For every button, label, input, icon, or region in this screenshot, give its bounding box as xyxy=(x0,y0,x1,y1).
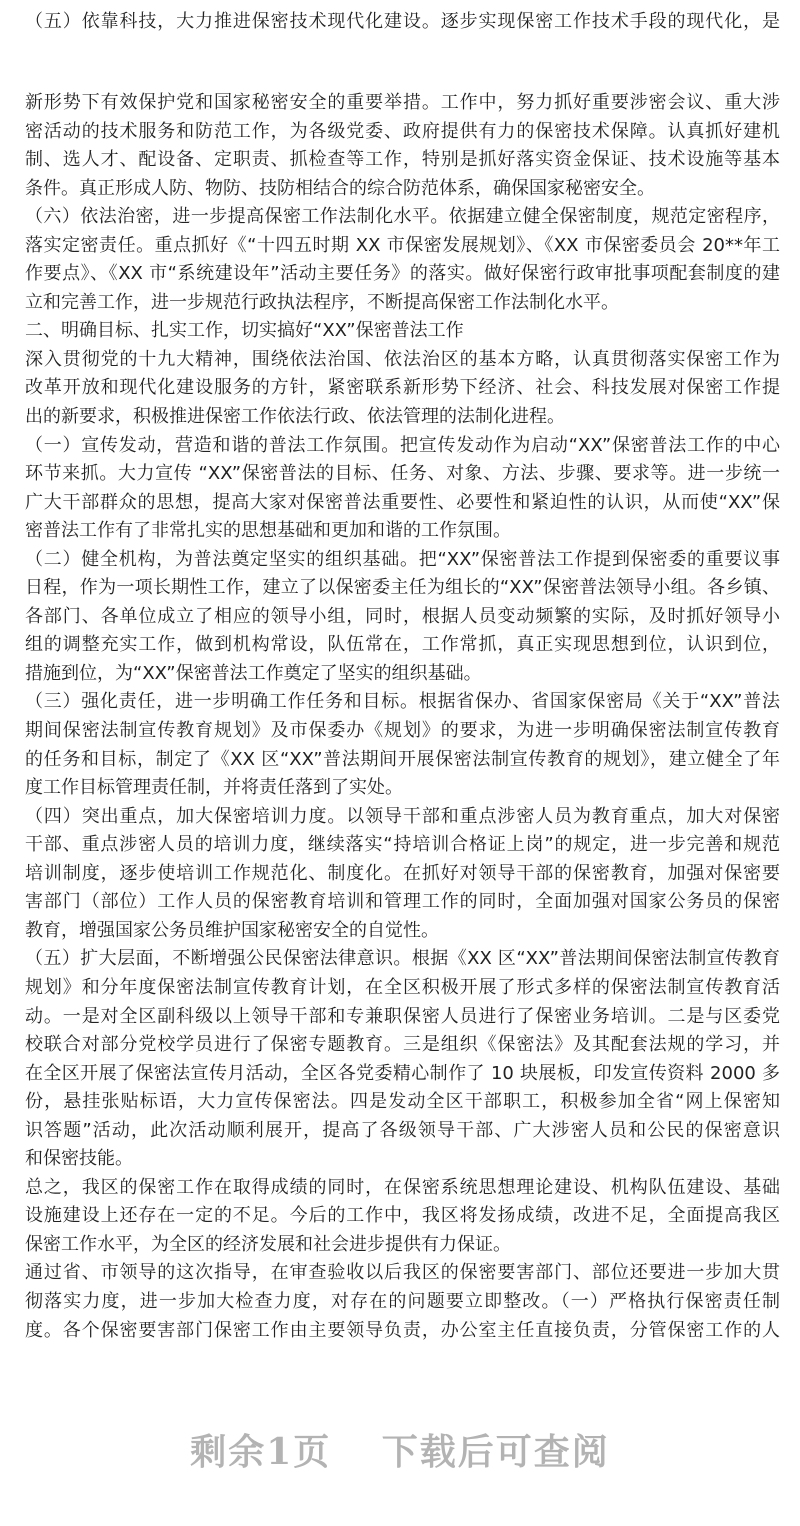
text-block-main xyxy=(25,89,780,1345)
text-line: 在全区开展了保密法宣传月活动，全区各党委精心制作了 10 块展板，印发宣传资料 2000 多 xyxy=(25,1062,780,1084)
text-line: （三）强化责任，进一步明确工作任务和目标。根据省保办、省国家保密局《关于“XX”普法 xyxy=(25,691,780,713)
text-line: 份，悬挂张贴标语，大力宣传保密法。四是发动全区干部职工，积极参加全省“网上保密知 xyxy=(25,1091,780,1113)
text-line: 害部门（部位）工作人员的保密教育培训和管理工作的同时，全面加强对国家公务员的保密 xyxy=(25,891,780,913)
text-line: （五）扩大层面，不断增强公民保密法律意识。根据《XX 区“XX”普法期间保密法制宣传教育 xyxy=(25,948,780,970)
text-line: 保密工作水平，为全区的经济发展和社会进步提供有力保证。 xyxy=(25,1233,511,1255)
download-to-read-label: 下载后可查阅 xyxy=(381,1431,610,1473)
text-line: 新形势下有效保护党和国家秘密安全的重要举措。工作中，努力抓好重要涉密会议、重大涉 xyxy=(25,92,780,113)
text-line: 彻落实力度，进一步加大检查力度，对存在的问题要立即整改。（一）严格执行保密责任制 xyxy=(25,1290,780,1312)
text-line: 和保密技能。 xyxy=(25,1148,133,1170)
text-line: （一）宣传发动，营造和谐的普法工作氛围。把宣传发动作为启动“XX”保密普法工作的中心 xyxy=(25,434,780,456)
text-line: 的任务和目标，制定了《XX 区“XX”普法期间开展保密法制宣传教育的规划》，建立健全了年 xyxy=(25,748,780,770)
text-line: 密普法工作有了非常扎实的思想基础和更加和谐的工作氛围。 xyxy=(25,520,511,542)
text-line: 规划》和分年度保密法制宣传教育计划，在全区积极开展了形式多样的保密法制宣传教育活 xyxy=(25,976,780,998)
text-line: 立和完善工作，进一步规范行政执法程序，不断提高保密工作法制化水平。 xyxy=(25,291,619,313)
text-line: 期间保密法制宣传教育规划》及市保委办《规划》的要求，为进一步明确保密法制宣传教育 xyxy=(25,720,780,742)
text-line: 制、选人才、配设备、定职责、抓检查等工作，特别是抓好落实资金保证、技术设施等基本 xyxy=(25,149,780,171)
text-line: 教育，增强国家公务员维护国家秘密安全的自觉性。 xyxy=(25,919,439,941)
text-line: 措施到位，为“XX”保密普法工作奠定了坚实的组织基础。 xyxy=(25,662,482,684)
text-line: 度。各个保密要害部门保密工作由主要领导负责，办公室主任直接负责，分管保密工作的人 xyxy=(25,1319,780,1341)
text-line: 度工作目标管理责任制，并将责任落到了实处。 xyxy=(25,777,403,799)
text-line: 识答题”活动，此次活动顺利展开，提高了各级领导干部、广大涉密人员和公民的保密意识 xyxy=(25,1119,780,1141)
text-line: （二）健全机构，为普法奠定坚实的组织基础。把“XX”保密普法工作提到保密委的重要议事 xyxy=(25,548,780,570)
text-line: 通过省、市领导的这次指导，在审查验收以后我区的保密要害部门、部位还要进一步加大贯 xyxy=(25,1262,780,1284)
text-line: 广大干部群众的思想，提高大家对保密普法重要性、必要性和紧迫性的认识，从而使“XX”保 xyxy=(25,491,780,513)
text-line: （五）依靠科技，大力推进保密技术现代化建设。逐步实现保密工作技术手段的现代化，是 xyxy=(25,11,780,32)
text-line: 各部门、各单位成立了相应的领导小组，同时，根据人员变动频繁的实际，及时抓好领导小 xyxy=(25,605,780,627)
text-line: 落实定密责任。重点抓好《“十四五时期 XX 市保密发展规划》、《XX 市保密委员会 20**年工 xyxy=(25,234,780,256)
text-line: 校联合对部分党校学员进行了保密专题教育。三是组织《保密法》及其配套法规的学习，并 xyxy=(25,1034,780,1056)
download-prompt[interactable] xyxy=(0,1424,800,1475)
text-line: 环节来抓。大力宣传 “XX”保密普法的目标、任务、对象、方法、步骤、要求等。进一步统一 xyxy=(25,463,780,485)
text-line: （四）突出重点，加大保密培训力度。以领导干部和重点涉密人员为教育重点，加大对保密 xyxy=(25,805,780,827)
text-line: 条件。真正形成人防、物防、技防相结合的综合防范体系，确保国家秘密安全。 xyxy=(25,177,655,199)
text-line: 组的调整充实工作，做到机构常设，队伍常在，工作常抓，真正实现思想到位，认识到位， xyxy=(25,634,780,656)
text-block-top xyxy=(25,8,780,37)
text-line: 培训制度，逐步使培训工作规范化、制度化。在抓好对领导干部的保密教育，加强对保密要 xyxy=(25,862,780,884)
text-line: 动。一是对全区副科级以上领导干部和专兼职保密人员进行了保密业务培训。二是与区委党 xyxy=(25,1005,780,1027)
text-line: 日程，作为一项长期性工作，建立了以保密委主任为组长的“XX”保密普法领导小组。各乡镇、 xyxy=(25,577,780,599)
text-line: 改革开放和现代化建设服务的方针，紧密联系新形势下经济、社会、科技发展对保密工作提 xyxy=(25,377,780,399)
text-line: 设施建设上还存在一定的不足。今后的工作中，我区将发扬成绩，改进不足，全面提高我区 xyxy=(25,1205,780,1227)
text-line: 总之，我区的保密工作在取得成绩的同时，在保密系统思想理论建设、机构队伍建设、基础 xyxy=(25,1176,780,1198)
remaining-pages-label: 剩余1页 xyxy=(190,1431,332,1473)
text-line: 干部、重点涉密人员的培训力度，继续落实“持培训合格证上岗”的规定，进一步完善和规范 xyxy=(25,834,780,856)
text-line: 密活动的技术服务和防范工作，为各级党委、政府提供有力的保密技术保障。认真抓好建机 xyxy=(25,120,780,142)
text-line: 作要点》、《XX 市“系统建设年”活动主要任务》的落实。做好保密行政审批事项配套制度的建 xyxy=(25,263,780,285)
text-line: 二、明确目标、扎实工作，切实搞好“XX”保密普法工作 xyxy=(25,320,464,342)
text-line: 深入贯彻党的十九大精神，围绕依法治国、依法治区的基本方略，认真贯彻落实保密工作为 xyxy=(25,348,780,370)
text-line: （六）依法治密，进一步提高保密工作法制化水平。依据建立健全保密制度，规范定密程序， xyxy=(25,206,780,228)
text-line: 出的新要求，积极推进保密工作依法行政、依法管理的法制化进程。 xyxy=(25,406,565,428)
